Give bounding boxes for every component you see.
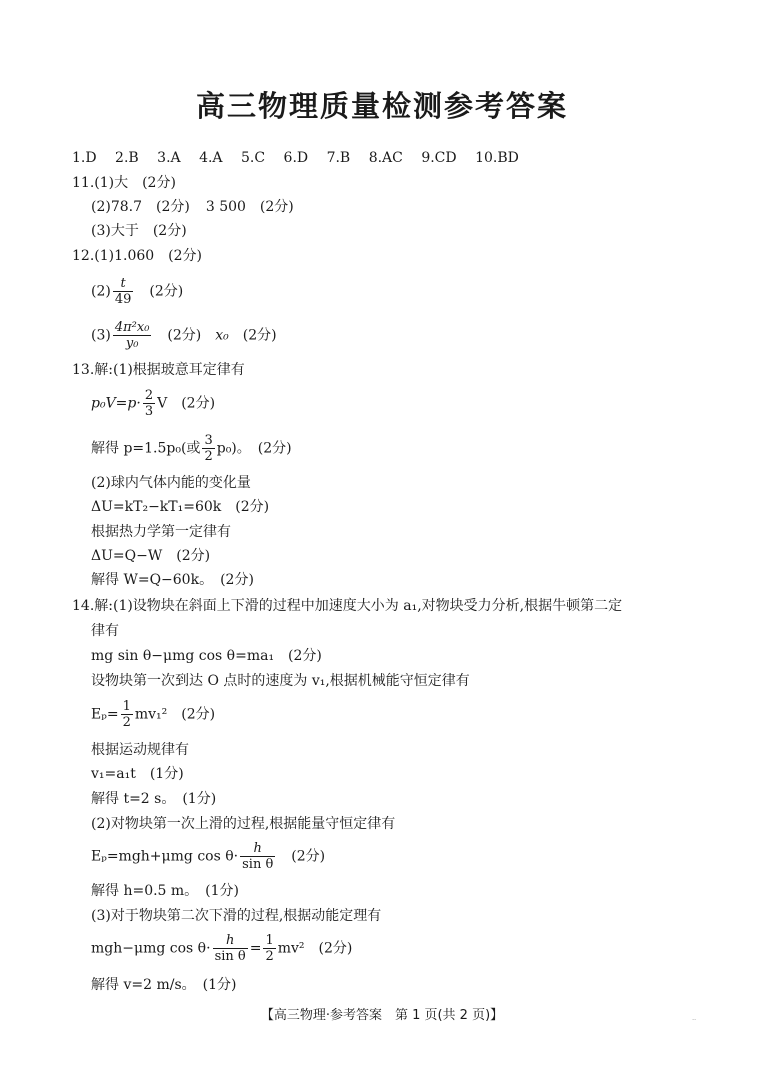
denominator: 2 bbox=[265, 949, 274, 964]
q14-line: 解得 t=2 s。 (1分) bbox=[91, 791, 217, 807]
q11-part1: 11.(1)大 (2分) bbox=[72, 175, 176, 191]
denominator: y₀ bbox=[113, 335, 152, 351]
q11-part2 bbox=[91, 198, 294, 216]
eq-lhs: Eₚ= bbox=[91, 706, 119, 723]
fraction bbox=[213, 933, 248, 964]
q11-part2-a: (2)78.7 (2分) bbox=[91, 199, 190, 215]
fraction bbox=[143, 388, 155, 419]
q14-line: 根据运动规律有 bbox=[91, 742, 189, 758]
fraction bbox=[263, 933, 275, 964]
mc-answer: 4.A bbox=[199, 150, 223, 166]
q14-line: 解得 v=2 m/s。 (1分) bbox=[91, 977, 237, 993]
q12-part2 bbox=[91, 276, 183, 307]
mc-answer: 1.D bbox=[72, 150, 97, 166]
numerator: h bbox=[253, 841, 262, 856]
equals-sign: = bbox=[249, 940, 262, 957]
q13-line: 13.解:(1)根据玻意耳定律有 bbox=[72, 362, 245, 378]
fraction bbox=[121, 699, 133, 730]
q14-line: 设物块第一次到达 O 点时的速度为 v₁,根据机械能守恒定律有 bbox=[91, 673, 470, 689]
q13-result bbox=[91, 433, 292, 464]
denominator: 49 bbox=[114, 292, 132, 307]
mc-answer: 10.BD bbox=[475, 150, 519, 166]
q14-line: 14.解:(1)设物块在斜面上下滑的过程中加速度大小为 a₁,对物块受力分析,根据牛顿第二定 bbox=[72, 598, 623, 614]
q14-line: (2)对物块第一次上滑的过程,根据能量守恒定律有 bbox=[91, 816, 396, 832]
eq-rhs: mv² (2分) bbox=[277, 940, 353, 957]
eq-rhs: p₀)。 (2分) bbox=[216, 440, 292, 457]
q14-line: mg sin θ−μmg cos θ=ma₁ (2分) bbox=[91, 648, 322, 664]
q13-line: ΔU=Q−W (2分) bbox=[91, 548, 211, 564]
q14-line: 律有 bbox=[91, 623, 119, 639]
q13-line: (2)球内气体内能的变化量 bbox=[91, 475, 251, 491]
eq-lhs: mgh−μmg cos θ· bbox=[91, 940, 211, 957]
numerator: t bbox=[120, 276, 126, 291]
q13-equation bbox=[91, 388, 215, 419]
numerator: 4π²x₀ bbox=[114, 320, 150, 335]
eq-rhs: mv₁² (2分) bbox=[134, 706, 216, 723]
mc-answer: 3.A bbox=[157, 150, 181, 166]
q12-part3 bbox=[91, 320, 277, 351]
fraction bbox=[240, 841, 275, 872]
eq-lhs: Eₚ=mgh+μmg cos θ· bbox=[91, 848, 239, 865]
denominator: sin θ bbox=[242, 857, 274, 872]
q14-line: 解得 h=0.5 m。 (1分) bbox=[91, 883, 240, 899]
fraction bbox=[113, 276, 134, 307]
page-footer: 【高三物理·参考答案 第 1 页(共 2 页)】 bbox=[260, 1008, 504, 1023]
eq-lhs: p₀V=p· bbox=[91, 395, 141, 412]
q12-part3-points-2: (2分) bbox=[242, 327, 277, 344]
q11-part3: (3)大于 (2分) bbox=[91, 223, 187, 239]
denominator: 2 bbox=[204, 449, 213, 464]
q13-line: ΔU=kT₂−kT₁=60k (2分) bbox=[91, 499, 270, 515]
denominator: 3 bbox=[144, 404, 154, 419]
mc-answer: 6.D bbox=[283, 150, 309, 166]
mc-answer: 7.B bbox=[326, 150, 351, 166]
mc-answer: 2.B bbox=[115, 150, 139, 166]
mc-answer: 8.AC bbox=[368, 150, 403, 166]
numerator: 1 bbox=[265, 933, 274, 948]
q12-part2-points: (2分) bbox=[149, 283, 184, 300]
numerator: 2 bbox=[144, 388, 154, 403]
eq-lhs: 解得 p=1.5p₀(或 bbox=[91, 440, 201, 457]
q14-equation bbox=[91, 841, 325, 872]
numerator: 1 bbox=[122, 699, 131, 714]
fraction bbox=[202, 433, 214, 464]
fraction bbox=[113, 320, 152, 351]
q14-equation bbox=[91, 933, 352, 964]
corner-mark: .. bbox=[692, 1015, 696, 1022]
q14-equation bbox=[91, 699, 215, 730]
q14-line: (3)对于物块第二次下滑的过程,根据动能定理有 bbox=[91, 908, 382, 924]
q12-part2-label: (2) bbox=[91, 283, 111, 300]
eq-rhs: V (2分) bbox=[157, 395, 216, 412]
q11-part2-b: 3 500 (2分) bbox=[205, 199, 294, 215]
q13-line: 根据热力学第一定律有 bbox=[91, 524, 231, 540]
numerator: h bbox=[225, 933, 235, 948]
multiple-choice-answers bbox=[72, 149, 533, 167]
mc-answer: 5.C bbox=[241, 150, 266, 166]
q12-part1: 12.(1)1.060 (2分) bbox=[72, 248, 203, 264]
mc-answer: 9.CD bbox=[421, 150, 457, 166]
q14-line: v₁=a₁t (1分) bbox=[91, 766, 184, 782]
q12-part3-label: (3) bbox=[91, 327, 111, 344]
q12-part3-x: x₀ bbox=[215, 327, 229, 344]
page-title: 高三物理质量检测参考答案 bbox=[195, 89, 568, 123]
eq-rhs: (2分) bbox=[291, 848, 326, 865]
q12-part3-points: (2分) bbox=[167, 327, 202, 344]
numerator: 3 bbox=[204, 433, 213, 448]
denominator: sin θ bbox=[214, 949, 246, 964]
q13-line: 解得 W=Q−60k。 (2分) bbox=[91, 572, 254, 588]
denominator: 2 bbox=[122, 715, 131, 730]
